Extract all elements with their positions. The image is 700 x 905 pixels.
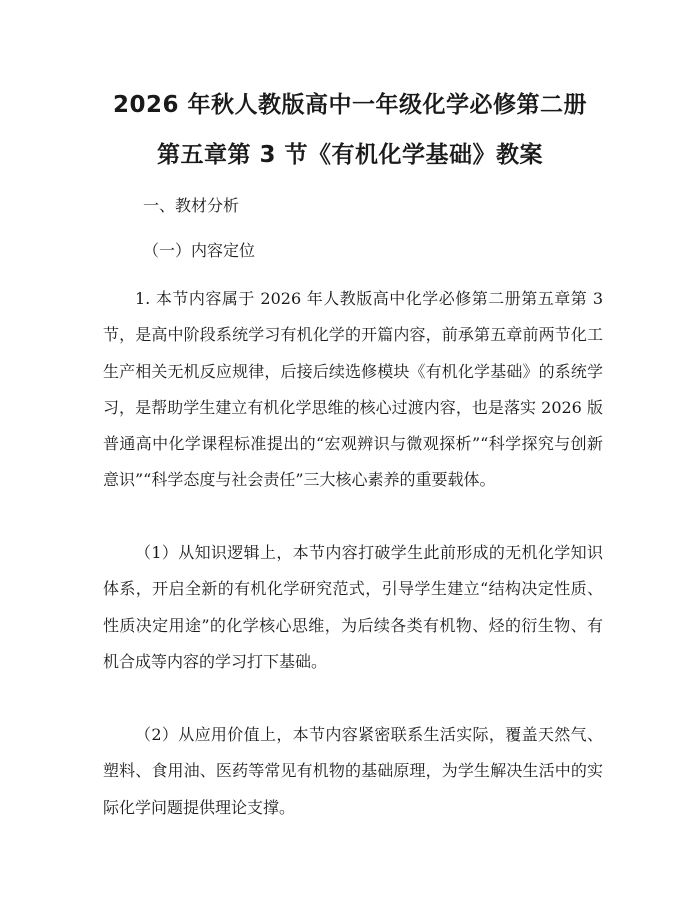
document-title-line1: 2026 年秋人教版高中一年级化学必修第二册 (112, 92, 588, 118)
subsection-heading: （一）内容定位 (143, 241, 256, 260)
paragraph-knowledge-logic: （1）从知识逻辑上，本节内容打破学生此前形成的无机化学知识体系，开启全新的有机化学研究范式，引导学生建立“结构决定性质、性质决定用途”的化学核心思维，为后续各类有机物、烃的衍生物、有机合成等内容的学习打下基础。 (103, 543, 603, 671)
paragraph-application-value: （2）从应用价值上，本节内容紧密联系生活实际，覆盖天然气、塑料、食用油、医药等常见有机物的基础原理，为学生解决生活中的实际化学问题提供理论支撑。 (103, 725, 603, 817)
section-heading: 一、教材分析 (143, 196, 240, 215)
document-title-line2: 第五章第 3 节《有机化学基础》教案 (156, 142, 544, 168)
paragraph-content-positioning: 1. 本节内容属于 2026 年人教版高中化学必修第二册第五章第 3 节，是高中阶段系统学习有机化学的开篇内容，前承第五章前两节化工生产相关无机反应规律，后接后续选修模块《有机化学基础》的系统学习，是帮助学生建立有机化学思维的核心过渡内容，也是落实 2026 版普通高中化学课程标准提出的“宏观辨识与微观探析”“科学探究与创新意识”“科学态度与社会责任”三大核心素养的重要载体。 (103, 289, 603, 490)
